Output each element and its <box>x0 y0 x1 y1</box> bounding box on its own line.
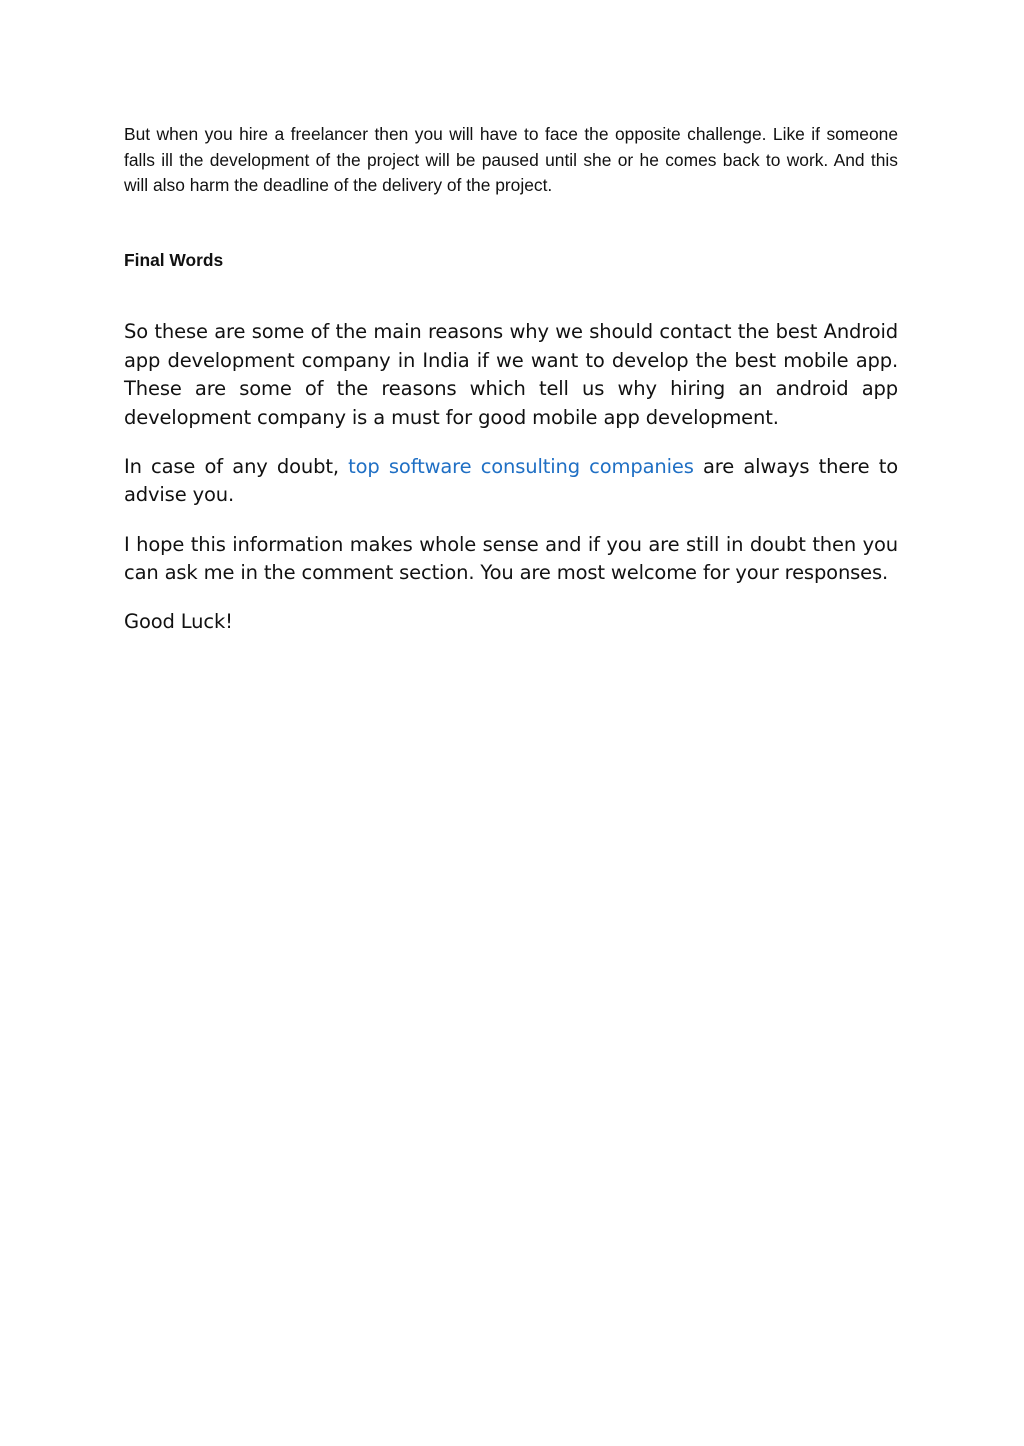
section-heading-final-words: Final Words <box>124 250 224 270</box>
paragraph-hope: I hope this information makes whole sense and if you are still in doubt then you can ask me in the comment section. You are most welcome for your responses. <box>124 532 898 585</box>
paragraph-doubt-tail: are always there to advise you. <box>124 454 898 507</box>
software-consulting-link[interactable]: top software consulting companies <box>348 454 694 478</box>
paragraph-doubt-lead: In case of any doubt, <box>124 454 349 478</box>
paragraph-freelancer: But when you hire a freelancer then you will have to face the opposite challenge. Like if someone falls ill the development of the project will be paused until she or he comes back to work. And this will also harm the deadline of the delivery of the project. <box>124 124 898 195</box>
paragraph-doubt <box>124 453 898 510</box>
document-page <box>124 122 898 634</box>
final-words-body <box>124 318 898 657</box>
paragraph-reasons: So these are some of the main reasons why we should contact the best Android app development company in India if we want to develop the best mobile app. These are some of the reasons which tell us why hiring an android app development company is a must for good mobile app development. <box>124 320 898 429</box>
closing-line: Good Luck! <box>124 610 233 634</box>
